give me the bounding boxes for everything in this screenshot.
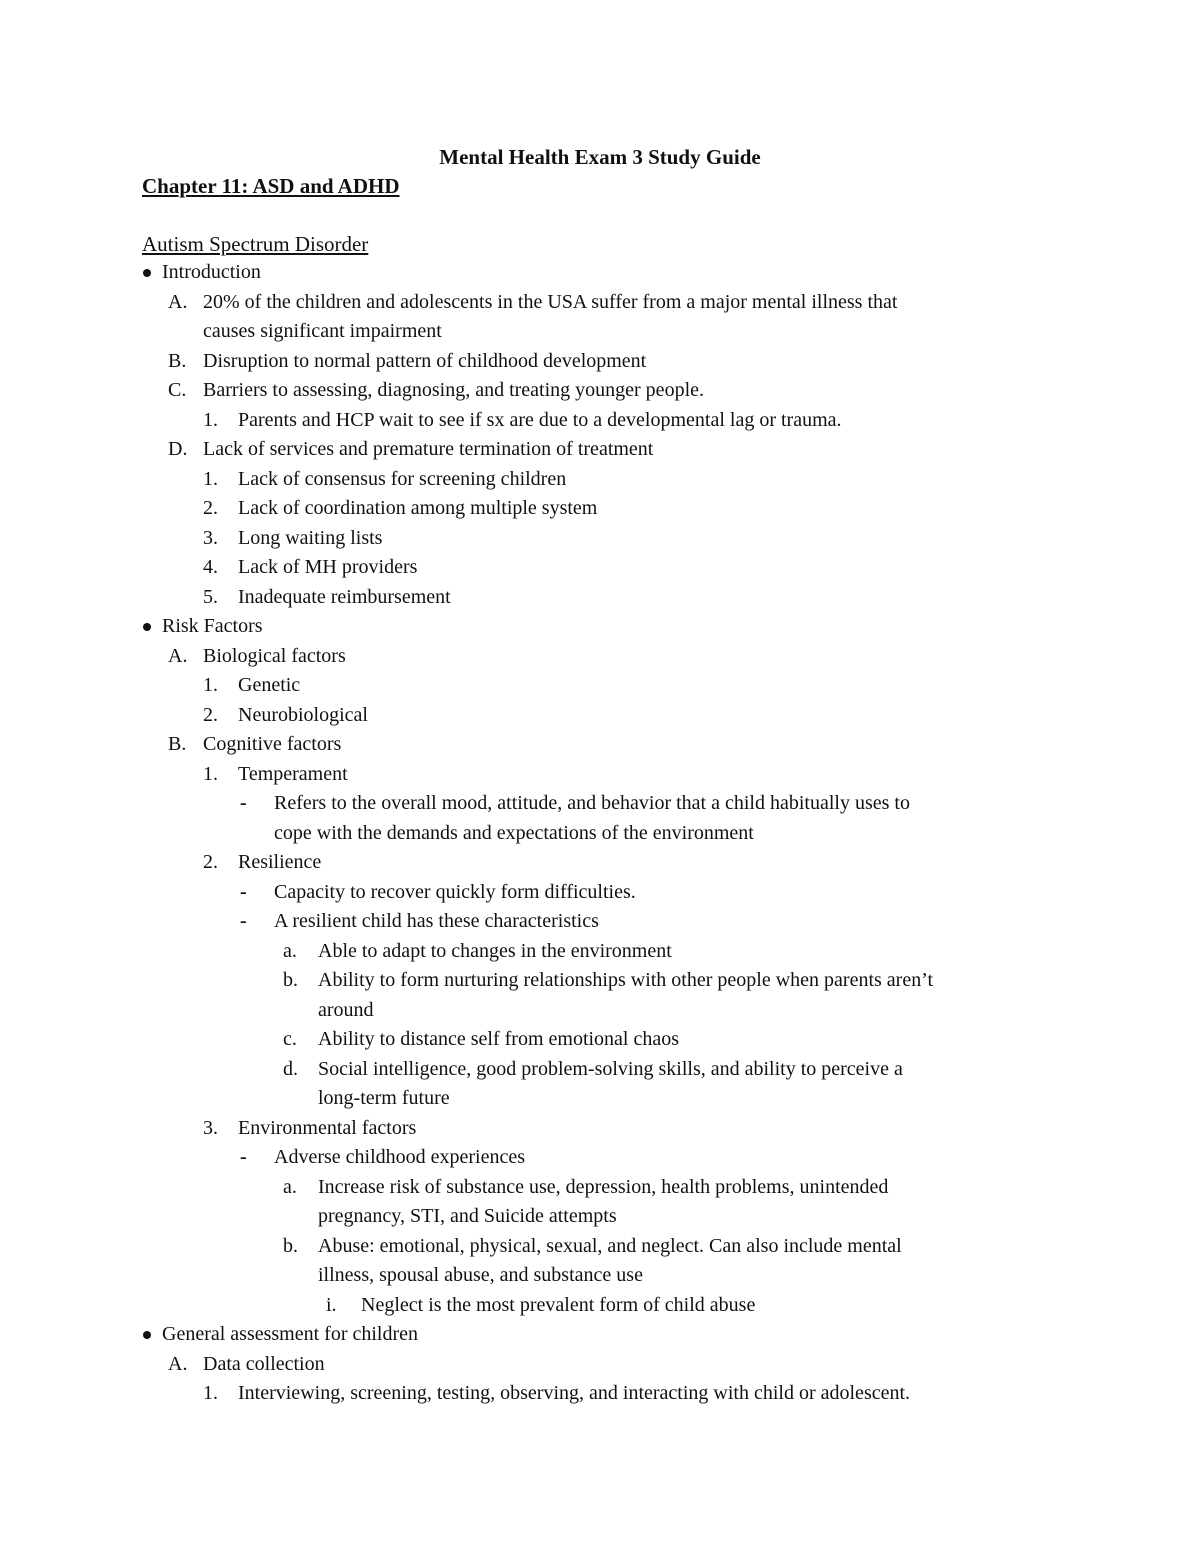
outline-text: around	[318, 998, 374, 1021]
outline-text: Introduction	[162, 261, 261, 283]
outline-text: Interviewing, screening, testing, observing, and interacting with child or adolescent.	[238, 1382, 911, 1404]
outline-item	[0, 1291, 1200, 1321]
outline-text: Risk Factors	[162, 615, 263, 637]
outline-item	[0, 583, 1200, 613]
outline-item	[0, 760, 1200, 790]
outline-text: Neglect is the most prevalent form of child abuse	[361, 1293, 756, 1316]
outline-item	[0, 524, 1200, 554]
outline-marker: A.	[168, 1352, 188, 1375]
outline-text: 20% of the children and adolescents in the USA suffer from a major mental illness that	[203, 290, 898, 313]
outline-marker: 1.	[203, 408, 218, 431]
outline-item	[0, 1202, 1200, 1232]
bullet-icon	[143, 269, 151, 277]
outline-marker: c.	[283, 1028, 297, 1050]
bullet-icon	[143, 1331, 151, 1339]
outline-text: Adverse childhood experiences	[274, 1146, 526, 1168]
outline-item	[0, 288, 1200, 318]
outline-item	[0, 1350, 1200, 1380]
outline-item	[0, 1232, 1200, 1262]
outline-text: illness, spousal abuse, and substance use	[318, 1264, 643, 1286]
outline-marker: B.	[168, 733, 187, 755]
outline-list	[0, 258, 1200, 1409]
outline-text: Biological factors	[203, 644, 346, 667]
outline-item	[0, 1055, 1200, 1085]
outline-marker: -	[240, 1146, 247, 1168]
outline-item	[0, 553, 1200, 583]
outline-marker: 5.	[203, 585, 218, 608]
outline-text: Social intelligence, good problem-solving skills, and ability to perceive a	[318, 1057, 903, 1080]
outline-item	[0, 406, 1200, 436]
outline-marker: d.	[283, 1057, 298, 1080]
chapter-heading: Chapter 11: ASD and ADHD	[142, 174, 400, 198]
outline-item	[0, 317, 1200, 347]
outline-text: cope with the demands and expectations of the environment	[274, 821, 754, 844]
outline-marker: -	[240, 910, 247, 932]
section-heading: Autism Spectrum Disorder	[142, 232, 369, 256]
outline-item	[0, 1114, 1200, 1144]
outline-text: Lack of MH providers	[238, 556, 418, 578]
document-title: Mental Health Exam 3 Study Guide	[439, 145, 761, 169]
outline-item	[0, 1084, 1200, 1114]
outline-item	[0, 671, 1200, 701]
outline-marker: 3.	[203, 1116, 218, 1139]
outline-text: Barriers to assessing, diagnosing, and treating younger people.	[203, 379, 704, 401]
outline-text: General assessment for children	[162, 1323, 419, 1345]
outline-item	[0, 376, 1200, 406]
outline-marker: 1.	[203, 1382, 218, 1404]
outline-marker: 1.	[203, 762, 218, 785]
outline-item	[0, 730, 1200, 760]
outline-item	[0, 1143, 1200, 1173]
outline-item	[0, 1025, 1200, 1055]
outline-marker: a.	[283, 1175, 297, 1198]
outline-text: Disruption to normal pattern of childhood development	[203, 349, 647, 372]
outline-marker: B.	[168, 349, 187, 372]
outline-item	[0, 878, 1200, 908]
outline-item	[0, 435, 1200, 465]
outline-item	[0, 465, 1200, 495]
outline-item	[0, 996, 1200, 1026]
outline-marker: A.	[168, 644, 188, 667]
outline-marker: b.	[283, 1234, 298, 1257]
outline-item	[0, 819, 1200, 849]
outline-text: Inadequate reimbursement	[238, 585, 451, 608]
outline-item	[0, 1261, 1200, 1291]
outline-text: Increase risk of substance use, depression, health problems, unintended	[318, 1175, 889, 1198]
outline-marker: 3.	[203, 526, 218, 549]
outline-marker: A.	[168, 290, 188, 313]
outline-text: Parents and HCP wait to see if sx are due to a developmental lag or trauma.	[238, 408, 842, 431]
outline-marker: 2.	[203, 497, 218, 519]
outline-item	[0, 1173, 1200, 1203]
outline-text: Lack of services and premature termination of treatment	[203, 438, 654, 460]
outline-text: Cognitive factors	[203, 733, 342, 755]
outline-item	[0, 907, 1200, 937]
outline-item	[0, 347, 1200, 377]
outline-text: Refers to the overall mood, attitude, and behavior that a child habitually uses to	[274, 792, 910, 814]
outline-text: Capacity to recover quickly form difficulties.	[274, 880, 636, 903]
outline-text: Ability to form nurturing relationships with other people when parents aren’t	[318, 969, 934, 991]
bullet-icon	[143, 623, 151, 631]
outline-text: Lack of consensus for screening children	[238, 467, 567, 490]
outline-marker: D.	[168, 438, 188, 460]
outline-text: causes significant impairment	[203, 320, 442, 342]
outline-text: Long waiting lists	[238, 526, 383, 549]
outline-text: pregnancy, STI, and Suicide attempts	[318, 1205, 617, 1227]
outline-text: Ability to distance self from emotional chaos	[318, 1028, 680, 1050]
outline-item	[0, 642, 1200, 672]
outline-item	[0, 937, 1200, 967]
outline-marker: 2.	[203, 703, 218, 726]
outline-item	[0, 494, 1200, 524]
outline-item	[0, 258, 1200, 288]
outline-marker: 4.	[203, 556, 218, 578]
outline-text: Data collection	[203, 1352, 325, 1375]
outline-item	[0, 612, 1200, 642]
outline-text: Lack of coordination among multiple system	[238, 497, 598, 519]
outline-item	[0, 848, 1200, 878]
outline-marker: 1.	[203, 467, 218, 490]
outline-marker: -	[240, 792, 247, 814]
outline-text: Abuse: emotional, physical, sexual, and neglect. Can also include mental	[318, 1234, 902, 1257]
outline-marker: 1.	[203, 674, 218, 696]
outline-marker: i.	[326, 1293, 337, 1316]
outline-text: Genetic	[238, 674, 301, 696]
outline-item	[0, 789, 1200, 819]
outline-text: Neurobiological	[238, 703, 368, 726]
outline-text: Resilience	[238, 851, 322, 873]
outline-item	[0, 701, 1200, 731]
outline-marker: -	[240, 880, 247, 903]
outline-text: A resilient child has these characteristics	[274, 910, 599, 932]
outline-text: Able to adapt to changes in the environment	[318, 939, 672, 962]
outline-text: Environmental factors	[238, 1116, 417, 1139]
outline-marker: a.	[283, 939, 297, 962]
outline-item	[0, 1379, 1200, 1409]
outline-item	[0, 966, 1200, 996]
outline-marker: C.	[168, 379, 187, 401]
outline-item	[0, 1320, 1200, 1350]
outline-marker: 2.	[203, 851, 218, 873]
outline-text: Temperament	[238, 762, 348, 785]
outline-text: long-term future	[318, 1087, 450, 1109]
outline-marker: b.	[283, 969, 298, 991]
